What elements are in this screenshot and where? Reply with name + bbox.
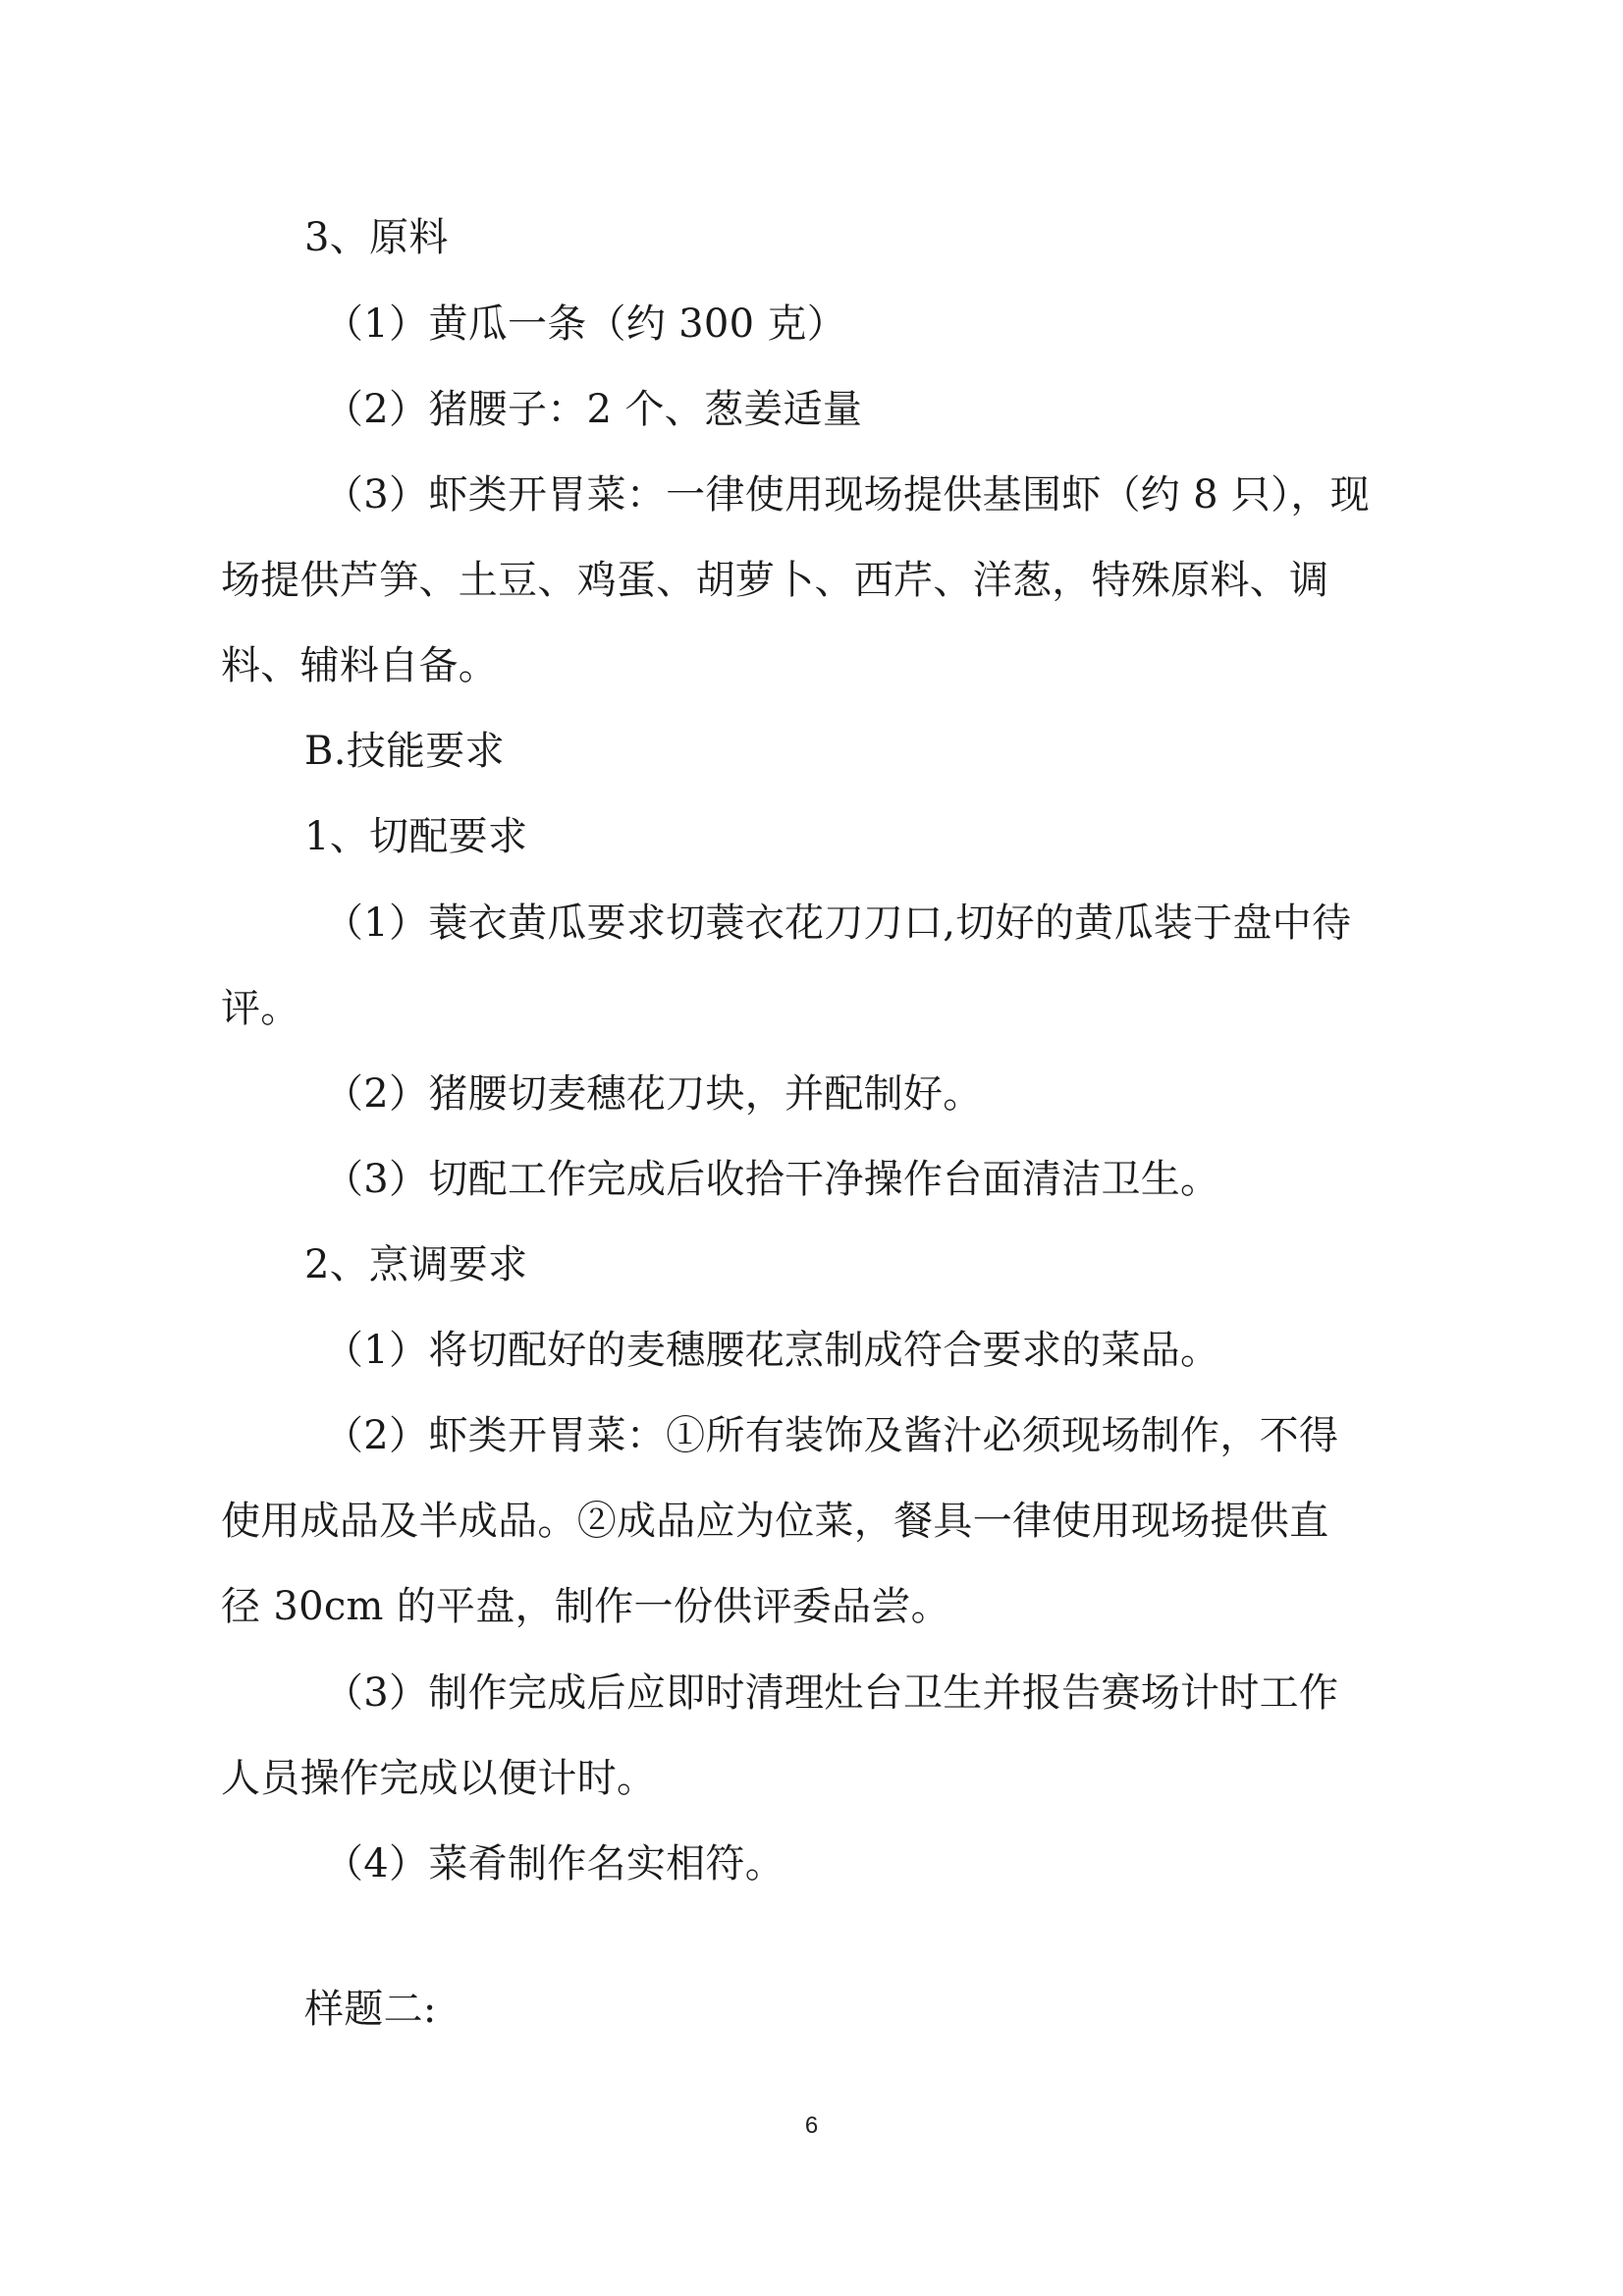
subheading-cooking: 2、烹调要求 bbox=[304, 1242, 528, 1287]
section-heading-skills: B.技能要求 bbox=[304, 729, 505, 774]
cooking-item-2: （2）虾类开胃菜：①所有装饰及酱汁必须现场制作，不得 bbox=[324, 1413, 1339, 1458]
subheading-cutting: 1、切配要求 bbox=[304, 814, 528, 859]
material-item-cucumber: （1）黄瓜一条（约 300 克） bbox=[324, 301, 847, 347]
material-item-kidney: （2）猪腰子：2 个、葱姜适量 bbox=[324, 387, 863, 432]
cutting-item-3: （3）切配工作完成后收拾干净操作台面清洁卫生。 bbox=[324, 1157, 1220, 1202]
material-item-shrimp: （3）虾类开胃菜：一律使用现场提供基围虾（约 8 只），现 bbox=[324, 472, 1371, 518]
cooking-item-4: （4）菜肴制作名实相符。 bbox=[324, 1841, 785, 1886]
section-heading-materials: 3、原料 bbox=[304, 215, 449, 260]
cutting-item-2: （2）猪腰切麦穗花刀块，并配制好。 bbox=[324, 1071, 983, 1117]
material-item-shrimp-continued: 场提供芦笋、土豆、鸡蛋、胡萝卜、西芹、洋葱，特殊原料、调 bbox=[221, 558, 1329, 603]
sample-question-two-heading: 样题二: bbox=[304, 1987, 437, 2032]
cooking-item-3-continued: 人员操作完成以便计时。 bbox=[221, 1756, 657, 1801]
cutting-item-1-continued: 评。 bbox=[221, 986, 300, 1031]
cooking-item-3: （3）制作完成后应即时清理灶台卫生并报告赛场计时工作 bbox=[324, 1670, 1339, 1716]
page-number: 6 bbox=[804, 2112, 819, 2139]
cooking-item-2-end: 径 30cm 的平盘，制作一份供评委品尝。 bbox=[221, 1584, 950, 1629]
cutting-item-1: （1）蓑衣黄瓜要求切蓑衣花刀刀口,切好的黄瓜装于盘中待 bbox=[324, 901, 1352, 946]
material-item-shrimp-end: 料、辅料自备。 bbox=[221, 643, 499, 688]
cooking-item-2-continued: 使用成品及半成品。②成品应为位菜，餐具一律使用现场提供直 bbox=[221, 1499, 1329, 1544]
cooking-item-1: （1）将切配好的麦穗腰花烹制成符合要求的菜品。 bbox=[324, 1328, 1220, 1373]
